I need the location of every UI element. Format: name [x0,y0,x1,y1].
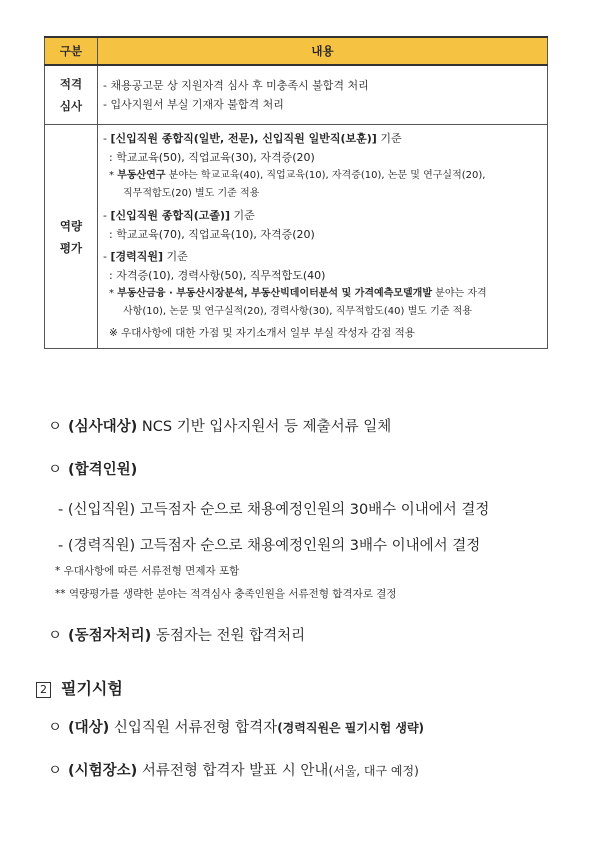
para-text: NCS 기반 입사지원서 등 제출서류 일체 [137,419,392,435]
section-number-box: 2 [36,682,51,698]
para-heading: (시험장소) [68,763,138,779]
note-mark: * [109,288,118,299]
section-heading [36,676,123,699]
bullet: ㅇ [48,419,63,435]
pass-rule-new: - (신입직원) 고득점자 순으로 채용예정인원의 30배수 이내에서 결정 [58,502,490,518]
bullet: ㅇ [48,720,63,736]
row-label-line: 심사 [59,99,83,113]
criteria-title: [경력직원] [110,250,164,263]
criteria-suffix: 기준 [230,209,255,222]
eligibility-line: - 입사지원서 부실 기재자 불합격 처리 [103,98,284,111]
criteria-note-cont: 직무적합도(20) 별도 기준 적용 [123,188,260,199]
note-text: 분야는 자격 [432,288,487,299]
criteria-note [103,167,541,185]
para-heading: (동점자처리) [68,628,152,644]
paragraph-tie [48,624,305,645]
screening-table [44,36,548,349]
para-heading: (합격인원) [68,462,138,478]
bullet: ㅇ [48,628,63,644]
header-content: 내용 [98,37,548,65]
footnote-1: * 우대사항에 따른 서류전형 면제자 포함 [55,565,240,577]
para-note: (서울, 대구 예정) [328,764,419,778]
criteria-suffix: 기준 [163,250,188,263]
footnote-2: ** 역량평가를 생략한 분야는 적격심사 충족인원을 서류전형 합격자로 결정 [55,588,397,600]
paragraph-pass-count [48,458,137,479]
criteria-title: [신입직원 종합직(고졸)] [110,209,231,222]
criteria-heading [103,129,541,148]
header-category: 구분 [45,37,98,65]
row-label-line: 적격 [59,77,83,91]
table-row-eligibility [45,65,548,125]
paragraph-screening-target [48,415,391,436]
row-label-eligibility [45,65,98,125]
table-header-row [45,37,548,65]
row-label-line: 평가 [59,240,83,255]
para-heading: (대상) [68,720,110,736]
row-content-competency [98,125,548,349]
eligibility-line: - 채용공고문 상 지원자격 심사 후 미충족시 불합격 처리 [103,79,369,92]
note-text: 분야는 학교교육(40), 직업교육(10), 자격증(10), 논문 및 연구실적(20), [165,170,486,181]
dash: - [103,209,111,222]
bullet: ㅇ [48,462,63,478]
criteria-detail: : 학교교육(50), 직업교육(30), 자격증(20) [109,151,315,164]
note-field: 부동산연구 [117,170,166,181]
criteria-suffix: 기준 [376,132,402,145]
pass-rule-experienced: - (경력직원) 고득점자 순으로 채용예정인원의 3배수 이내에서 결정 [58,538,481,554]
criteria-detail: : 학교교육(70), 직업교육(10), 자격증(20) [109,228,315,241]
para-text: 동점자는 전원 합격처리 [151,628,306,644]
table-row-competency [45,125,548,349]
criteria-note [103,285,541,303]
note-field: 부동산금융 · 부동산시장분석, 부동산빅데이터분석 및 가격예측모델개발 [117,288,432,299]
dash: - [103,250,111,263]
dash: - [103,132,111,145]
para-heading: (심사대상) [68,419,138,435]
para-note: (경력직원은 필기시험 생략) [277,721,425,735]
paragraph-exam-target [48,716,424,737]
para-text: 신입직원 서류전형 합격자 [109,720,278,736]
row-label-competency [45,125,98,349]
criteria-title: [신입직원 종합직(일반, 전문), 신입직원 일반직(보훈)] [110,132,377,145]
final-note: ※ 우대사항에 대한 가점 및 자기소개서 일부 부실 작성자 감점 적용 [109,327,415,339]
section-title: 필기시험 [61,679,123,698]
paragraph-exam-location [48,759,419,780]
criteria-detail: : 자격증(10), 경력사항(50), 직무적합도(40) [109,269,326,282]
row-content-eligibility [98,65,548,125]
criteria-note-cont: 사항(10), 논문 및 연구실적(20), 경력사항(30), 직무적합도(40) 별도 기준 적용 [123,306,472,317]
note-mark: * [109,170,118,181]
row-label-line: 역량 [59,218,83,233]
criteria-heading [103,206,541,225]
para-text: 서류전형 합격자 발표 시 안내 [137,763,329,779]
bullet: ㅇ [48,763,63,779]
criteria-heading [103,247,541,266]
